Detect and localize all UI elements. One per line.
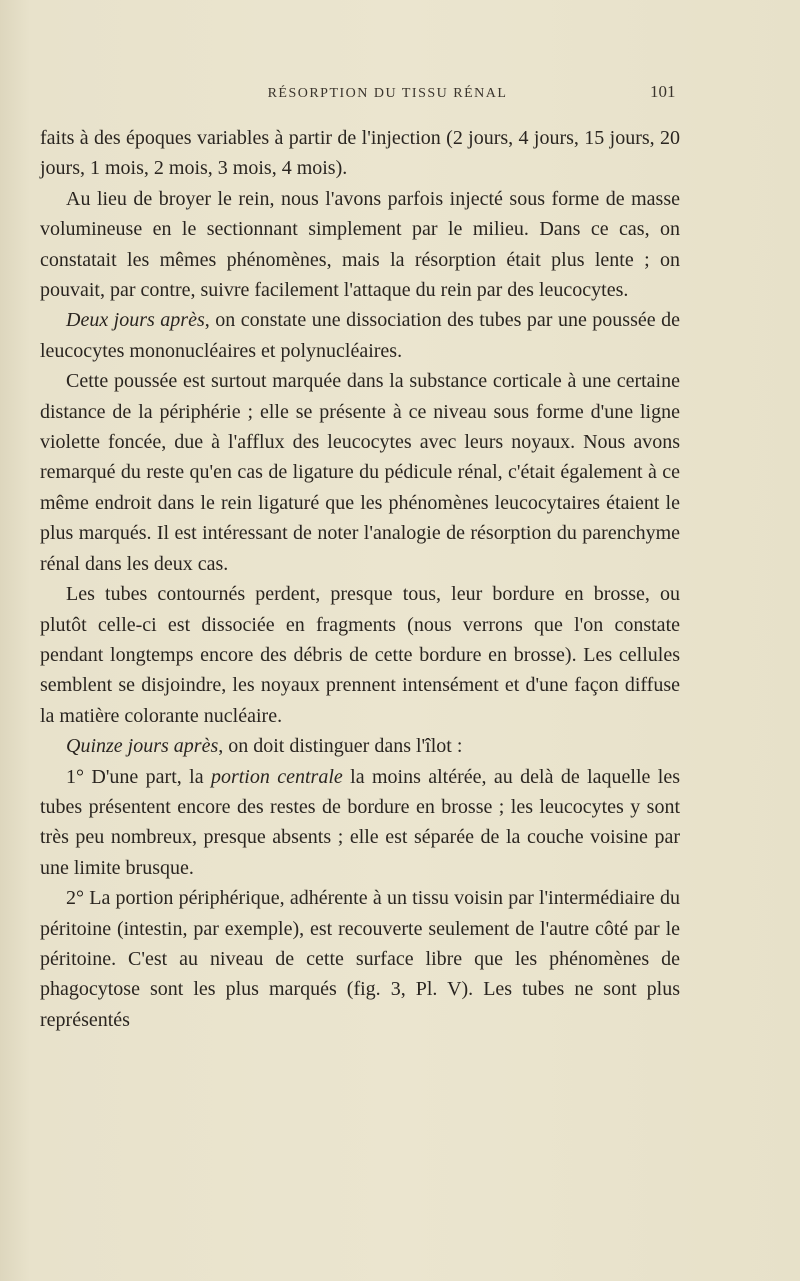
text-run: Au lieu de broyer le rein, nous l'avons parfois injecté sous forme de masse volumineuse en le sectionnant simplement par le milieu. Dans ce cas, on constatait les mêmes phénomènes, mais la résorption était plus lente ; on pouvait, par contre, suivre facilement l'attaque du rein par des leucocytes.	[40, 187, 680, 302]
text-run: Cette poussée est surtout marquée dans la substance corticale à une certaine distance de la périphérie ; elle se présente à ce niveau sous forme d'une ligne violette foncée, due à l'afflux des leucocytes avec leurs noyaux. Nous avons remarqué du reste qu'en cas de ligature du pédicule rénal, c'était également à ce même endroit dans le rein ligaturé que les phénomènes leucocytaires étaient le plus marqués. Il est intéressant de noter l'analogie de résorption du parenchyme rénal dans les deux cas.	[40, 370, 680, 575]
paragraph-p8	[40, 883, 680, 1035]
text-run: la moins altérée, au delà de laquelle les tubes présentent encore des restes de bordure en brosse ; les leucocytes y sont très peu nombreux, presque absents ; elle est séparée de la couche voisine par une limite brusque.	[40, 765, 680, 879]
paragraph-p6	[40, 731, 680, 761]
text-run: , on doit distinguer dans l'îlot :	[218, 735, 463, 758]
italic-phrase: Quinze jours après	[66, 735, 219, 758]
text-run: faits à des époques variables à partir de l'injection (2 jours, 4 jours, 15 jours, 20 jours, 1 mois, 2 mois, 3 mois, 4 mois).	[40, 127, 680, 180]
running-header: RÉSORPTION DU TISSU RÉNAL	[267, 86, 508, 101]
paragraph-p3	[40, 305, 680, 366]
paragraph-p5	[40, 579, 680, 731]
italic-phrase: portion centrale	[210, 765, 343, 788]
text-run: 1° D'une part, la	[66, 765, 211, 788]
text-run: 2° La portion périphérique, adhérente à un tissu voisin par l'intermédiaire du péritoine (intestin, par exemple), est recouverte seulement de l'autre côté par le péritoine. C'est au niveau de cette surface libre que les phénomènes de phagocytose sont les plus marqués (fig. 3, Pl. V). Les tubes ne sont plus représentés	[40, 887, 680, 1031]
body-text	[40, 123, 680, 1035]
text-run: , on constate une dissociation des tubes par une poussée de leucocytes mononucléaires et polynucléaires.	[40, 309, 680, 362]
paragraph-p4	[40, 366, 680, 579]
italic-phrase: Deux jours après	[66, 309, 205, 332]
page-number: 101	[650, 82, 676, 101]
paragraph-p7	[40, 762, 680, 884]
paragraph-p2	[40, 184, 680, 306]
text-run: Les tubes contournés perdent, presque tous, leur bordure en brosse, ou plutôt celle-ci est dissociée en fragments (nous verrons que l'on constate pendant longtemps encore des débris de cette bordure en brosse). Les cellules semblent se disjoindre, les noyaux prennent intensément et d'une façon diffuse la matière colorante nucléaire.	[40, 583, 680, 727]
paragraph-p1	[40, 123, 680, 184]
